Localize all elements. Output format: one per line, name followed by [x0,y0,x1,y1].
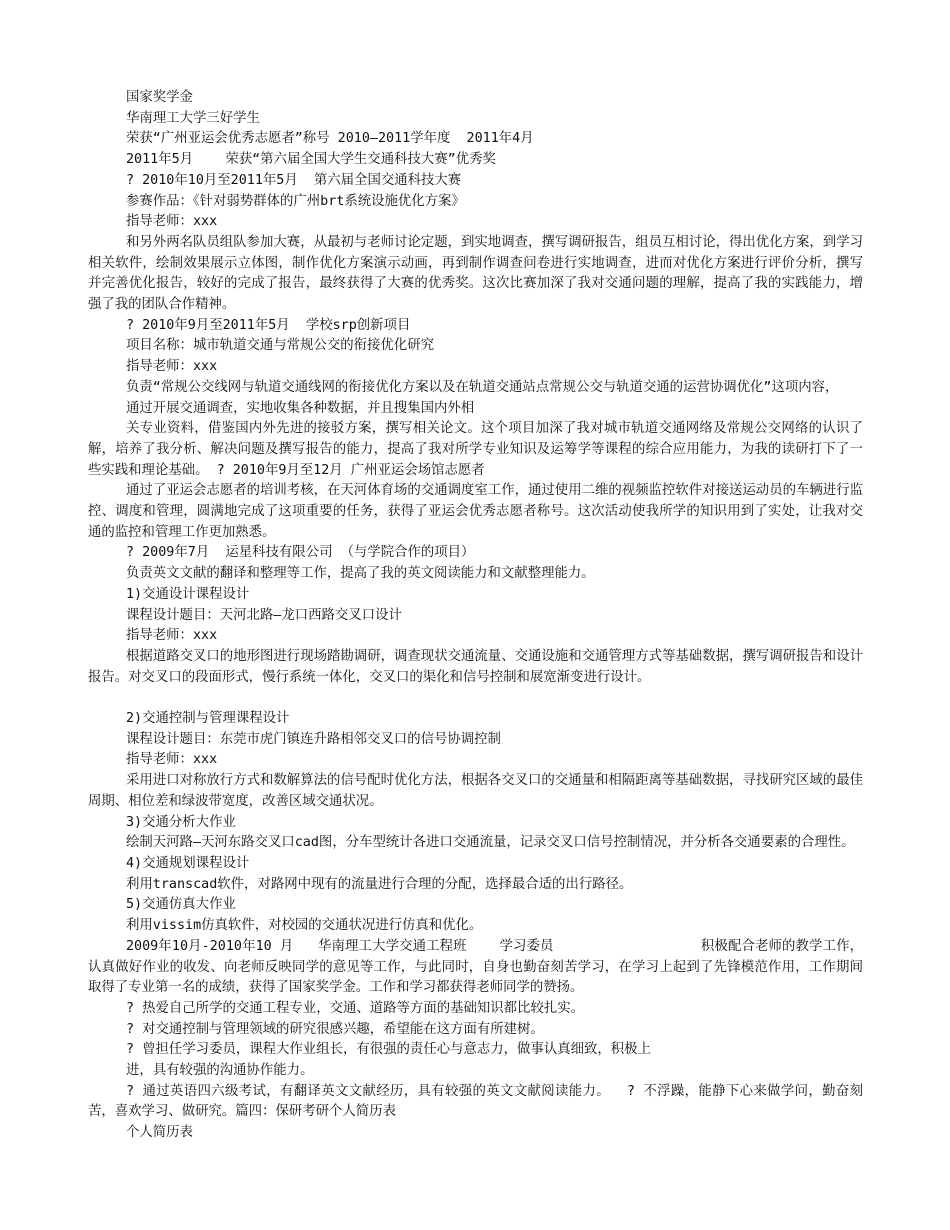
text-line: ? 对交通控制与管理领域的研究很感兴趣，希望能在这方面有所建树。 [126,1021,544,1037]
text-paragraph: 负责“常规公交线网与轨道交通线网的衔接优化方案以及在轨道交通站点常规公交与轨道交通的运营协调优化”这项内容， [126,379,839,395]
text-line: ? 2010年10月至2011年5月 第六届全国交通科技大赛 [126,172,462,188]
text-line: 负责英文文献的翻译和整理等工作，提高了我的英文阅读能力和文献整理能力。 [126,566,595,582]
text-line: 2)交通控制与管理课程设计 [126,711,290,727]
text-paragraph: 关专业资料，借鉴国内外先进的接驳方案，撰写相关论文。这个项目加深了我对城市轨道交通网络及常规公交网络的认识了解，培养了我分析、解决问题及撰写报告的能力，提高了我对所学专业知识及运筹学等课程的综合应用能力，为我的读研打下了一些实践和理论基础。 ? 2010年9月至12月 广州亚运会场馆志愿者 [88,421,863,478]
text-line: 4)交通规划课程设计 [126,856,250,871]
text-line: 1)交通设计课程设计 [126,586,250,602]
text-line: 指导老师：xxx [126,214,218,230]
text-line: 5)交通仿真大作业 [126,897,236,913]
text-line: 利用transcad软件，对路网中现有的流量进行合理的分配，选择最合适的出行路径。 [126,876,633,892]
text-line: 课程设计题目：东莞市虎门镇连升路相邻交叉口的信号协调控制 [126,731,501,747]
text-paragraph: 2009年10月-2010年10 月 华南理工大学交通工程班 学习委员 积极配合老师的教学工作，认真做好作业的收发、向老师反映同学的意见等工作，与此同时，自身也勤奋刻苦学习，在学习上起到了先锋模范作用，工作期间取得了专业第一名的成绩，获得了国家奖学金。工作和学习都获得老师同学的赞扬。 [88,938,863,996]
text-paragraph: ? 通过英语四六级考试，有翻译英文文献经历，具有较强的英文文献阅读能力。 ? 不浮躁，能静下心来做学问，勤奋刻苦，喜欢学习、做研究。篇四：保研考研个人简历表 [88,1083,863,1120]
text-line: 项目名称：城市轨道交通与常规公交的衔接优化研究 [126,338,434,354]
text-paragraph: 和另外两名队员组队参加大赛，从最初与老师讨论定题，到实地调查，撰写调研报告，组员互相讨论，得出优化方案，到学习相关软件，绘制效果展示立体图，制作优化方案演示动画，再到制作调查问卷进行实地调查，进而对优化方案进行评价分析，撰写并完善优化报告，较好的完成了报告，最终获得了大赛的优秀奖。这次比赛加深了我对交通问题的理解，提高了我的实践能力，增强了我的团队合作精神。 [88,234,863,313]
text-line: 指导老师：xxx [126,752,218,768]
text-line: 参赛作品：《针对弱势群体的广州brt系统设施优化方案》 [126,193,465,209]
text-line: 利用vissim仿真软件，对校园的交通状况进行仿真和优化。 [126,918,483,934]
text-line: 进，具有较强的沟通协作能力。 [126,1063,314,1079]
text-line: 荣获“广州亚运会优秀志愿者”称号 2010—2011学年度 2011年4月 [126,131,534,147]
document-body [88,88,863,1144]
text-line: 国家奖学金 [126,90,193,105]
text-line: 2011年5月 荣获“第六届全国大学生交通科技大赛”优秀奖 [126,152,496,168]
text-line: ? 曾担任学习委员，课程大作业组长，有很强的责任心与意志力，做事认真细致，积极上 [126,1042,651,1058]
text-line: 3)交通分析大作业 [126,814,236,830]
text-paragraph: 通过了亚运会志愿者的培训考核，在天河体育场的交通调度室工作，通过使用二维的视频监控软件对接送运动员的车辆进行监控、调度和管理，圆满地完成了这项重要的任务，获得了亚运会优秀志愿者称号。这次活动使我所学的知识用到了实处，让我对交通的监控和管理工作更加熟悉。 [88,483,863,540]
text-line: 个人简历表 [126,1125,193,1141]
text-line: 指导老师：xxx [126,628,218,644]
text-paragraph: 根据道路交叉口的地形图进行现场踏勘调研，调查现状交通流量、交通设施和交通管理方式等基础数据，撰写调研报告和设计报告。对交叉口的段面形式，慢行系统一体化，交叉口的渠化和信号控制和展宽渐变进行设计。 [88,648,863,685]
text-line: 指导老师：xxx [126,359,218,375]
text-line: ? 2009年7月 运星科技有限公司 （与学院合作的项目） [126,545,475,561]
blank-line [88,688,863,709]
text-line: ? 热爱自己所学的交通工程专业，交通、道路等方面的基础知识都比较扎实。 [126,1000,585,1016]
text-paragraph: 绘制天河路—天河东路交叉口cad图，分车型统计各进口交通流量，记录交叉口信号控制情况，并分析各交通要素的合理性。 [126,835,855,851]
text-line: 通过开展交通调查，实地收集各种数据，并且搜集国内外相 [126,400,475,416]
text-line: 华南理工大学三好学生 [126,110,260,126]
text-paragraph: 采用进口对称放行方式和数解算法的信号配时优化方法，根据各交叉口的交通量和相隔距离等基础数据，寻找研究区域的最佳周期、相位差和绿波带宽度，改善区域交通状况。 [88,773,863,809]
text-line: ? 2010年9月至2011年5月 学校srp创新项目 [126,317,411,333]
text-line: 课程设计题目：天河北路—龙口西路交叉口设计 [126,607,402,623]
